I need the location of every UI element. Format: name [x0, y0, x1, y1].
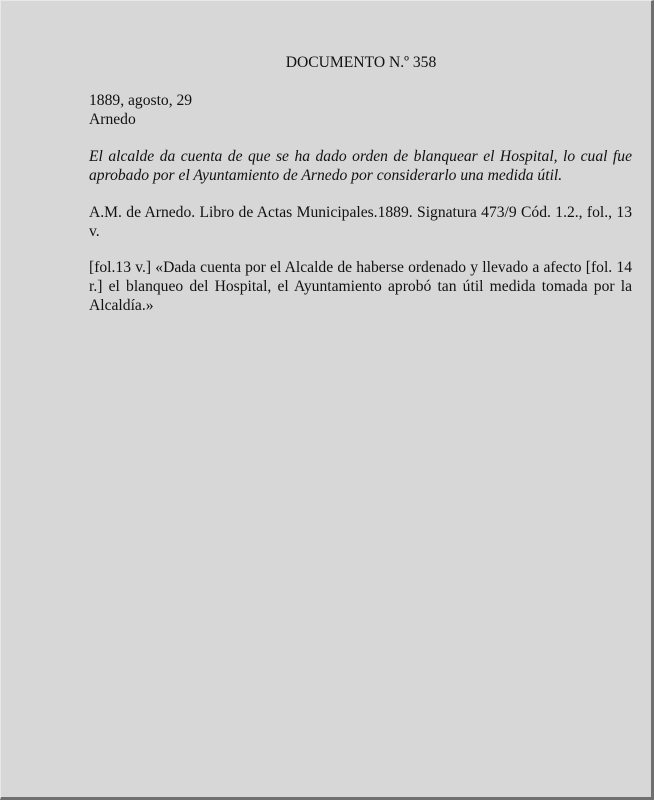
document-date: 1889, agosto, 29 — [89, 92, 193, 109]
document-place: Arnedo — [89, 111, 136, 128]
document-transcription: [fol.13 v.] «Dada cuenta por el Alcalde de haberse ordenado y llevado a afecto [fol. 14 r.] el blanqueo del Hospital, el Ayuntamiento aprobó tan útil medida tomada por la Alcaldía.» — [89, 259, 632, 314]
document-content — [89, 53, 632, 315]
archival-source: A.M. de Arnedo. Libro de Actas Municipales.1889. Signatura 473/9 Cód. 1.2., fol., 13 v. — [89, 204, 632, 240]
document-summary: El alcalde da cuenta de que se ha dado orden de blanquear el Hospital, lo cual fue aprobado por el Ayuntamiento de Arnedo por considerarlo una medida útil. — [89, 148, 632, 184]
document-title: DOCUMENTO N.º 358 — [285, 54, 437, 71]
